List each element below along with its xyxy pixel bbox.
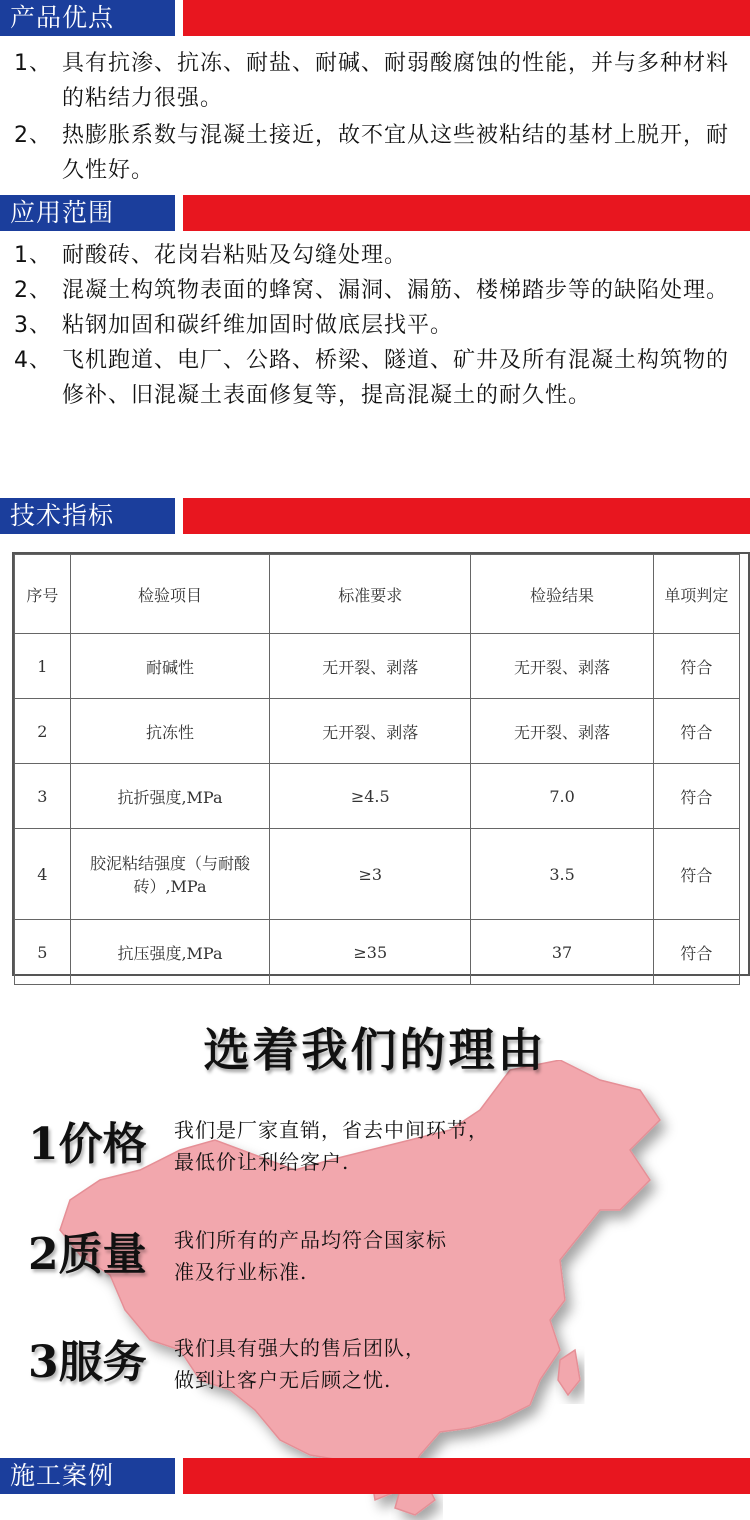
list-item	[14, 343, 742, 413]
section-title-specs: 技术指标	[0, 498, 175, 534]
reasons-section	[0, 1000, 750, 1460]
table-cell: 3.5	[471, 829, 654, 920]
table-header: 序号	[15, 555, 71, 634]
table-row	[15, 764, 740, 829]
reason-text	[174, 1332, 426, 1396]
table-cell: 1	[15, 634, 71, 699]
item-text: 粘钢加固和碳纤维加固时做底层找平。	[62, 313, 454, 338]
table-header: 标准要求	[270, 555, 471, 634]
item-number: 3、	[14, 313, 52, 338]
reason-line: 最低价让利给客户.	[174, 1150, 350, 1174]
list-item	[14, 308, 742, 343]
table-row	[15, 920, 740, 985]
item-text: 混凝土构筑物表面的蜂窝、漏洞、漏筋、楼梯踏步等的缺陷处理。	[62, 278, 730, 303]
spec-table	[14, 554, 740, 985]
reasons-title: 选着我们的理由	[203, 1023, 547, 1077]
table-cell: 抗折强度,MPa	[70, 764, 269, 829]
reason-text	[174, 1224, 447, 1288]
table-header: 检验结果	[471, 555, 654, 634]
table-row	[15, 634, 740, 699]
list-item	[14, 273, 742, 308]
table-cell: 耐碱性	[70, 634, 269, 699]
item-number: 2、	[14, 278, 52, 303]
table-cell: 抗压强度,MPa	[70, 920, 269, 985]
advantages-list	[14, 46, 742, 188]
section-title-cases: 施工案例	[0, 1458, 175, 1494]
table-cell: 无开裂、剥落	[270, 634, 471, 699]
table-cell: 3	[15, 764, 71, 829]
item-number: 4、	[14, 348, 52, 373]
section-banner-specs	[0, 498, 750, 534]
reason-line: 我们所有的产品均符合国家标	[174, 1228, 447, 1252]
table-cell: 符合	[653, 699, 739, 764]
reason-line: 我们是厂家直销，省去中间环节，	[174, 1118, 489, 1142]
reason-text	[174, 1114, 489, 1178]
item-number: 1、	[14, 51, 52, 76]
table-cell: ≥3	[270, 829, 471, 920]
section-title-advantages: 产品优点	[0, 0, 175, 36]
table-row	[15, 699, 740, 764]
table-cell: ≥4.5	[270, 764, 471, 829]
table-cell: 37	[471, 920, 654, 985]
table-header-row	[15, 555, 740, 634]
table-cell: 符合	[653, 764, 739, 829]
reason-line: 我们具有强大的售后团队，	[174, 1336, 426, 1360]
list-item	[14, 238, 742, 273]
table-cell: 符合	[653, 829, 739, 920]
table-cell: 胶泥粘结强度（与耐酸砖）,MPa	[70, 829, 269, 920]
item-text: 具有抗渗、抗冻、耐盐、耐碱、耐弱酸腐蚀的性能，并与多种材料的粘结力很强。	[62, 51, 730, 111]
table-cell: 无开裂、剥落	[270, 699, 471, 764]
item-number: 2、	[14, 123, 52, 148]
list-item	[14, 118, 742, 188]
table-cell: 抗冻性	[70, 699, 269, 764]
item-text: 耐酸砖、花岗岩粘贴及勾缝处理。	[62, 243, 408, 268]
section-banner-scope	[0, 195, 750, 231]
table-cell: 无开裂、剥落	[471, 634, 654, 699]
table-cell: 符合	[653, 920, 739, 985]
section-banner-cases	[0, 1458, 750, 1494]
reason-label: 1价格	[28, 1119, 147, 1170]
reason-line: 做到让客户无后顾之忧.	[174, 1368, 392, 1392]
table-header: 检验项目	[70, 555, 269, 634]
item-text: 飞机跑道、电厂、公路、桥梁、隧道、矿井及所有混凝土构筑物的修补、旧混凝土表面修复等，提高混凝土的耐久性。	[62, 348, 730, 408]
table-cell: 5	[15, 920, 71, 985]
table-cell: 无开裂、剥落	[471, 699, 654, 764]
item-number: 1、	[14, 243, 52, 268]
table-cell: 2	[15, 699, 71, 764]
table-row	[15, 829, 740, 920]
table-cell: 4	[15, 829, 71, 920]
scope-list	[14, 238, 742, 413]
reason-label: 2质量	[28, 1229, 147, 1280]
spec-table-frame	[12, 552, 750, 976]
section-title-scope: 应用范围	[0, 195, 175, 231]
table-cell: 7.0	[471, 764, 654, 829]
item-text: 热膨胀系数与混凝土接近，故不宜从这些被粘结的基材上脱开，耐久性好。	[62, 123, 730, 183]
section-banner-advantages	[0, 0, 750, 36]
list-item	[14, 46, 742, 116]
reason-line: 准及行业标准.	[174, 1260, 308, 1284]
table-cell: 符合	[653, 634, 739, 699]
table-cell: ≥35	[270, 920, 471, 985]
reason-label: 3服务	[28, 1337, 147, 1388]
table-header: 单项判定	[653, 555, 739, 634]
